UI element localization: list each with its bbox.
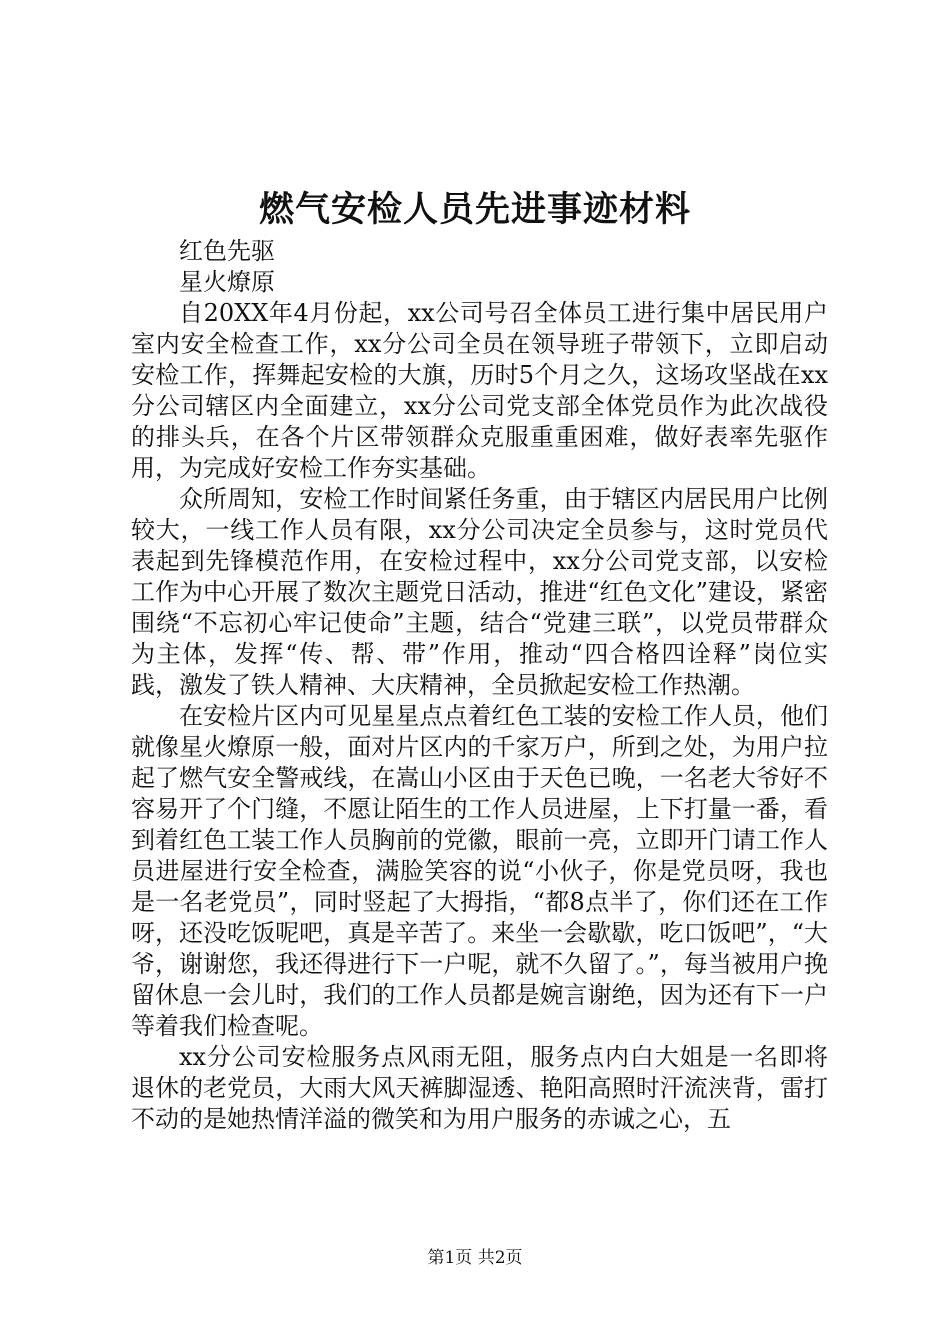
heading-line-1: 红色先驱: [179, 237, 275, 265]
paragraph: 在安检片区内可见星星点点着红色工装的安检工作人员，他们就像星火燎原一般，面对片区内的千家万户，所到之处，为用户拉起了燃气安全警戒线，在嵩山小区由于天色已晚，一名老大爷好不容易开了个门缝，不愿让陌生的工作人员进屋，上下打量一番，看到着红色工装工作人员胸前的党徽，眼前一亮，立即开门请工作人员进屋进行安全检查，满脸笑容的说“小伙子，你是党员呀，我也是一名老党员”，同时竖起了大拇指，“都8点半了，你们还在工作呀，还没吃饭呢吧，真是辛苦了。来坐一会歇歇，吃口饭吧”，“大爷，谢谢您，我还得进行下一户呢，就不久留了。”，每当被用户挽留休息一会儿时，我们的工作人员都是婉言谢绝，因为还有下一户等着我们检查呢。: [131, 702, 828, 1040]
paragraph: 众所周知，安检工作时间紧任务重，由于辖区内居民用户比例较大，一线工作人员有限，xx分公司决定全员参与，这时党员代表起到先锋模范作用，在安检过程中，xx分公司党支部，以安检工作为中心开展了数次主题党日活动，推进“红色文化”建设，紧密围绕“不忘初心牢记使命”主题，结合“党建三联”，以党员带群众为主体，发挥“传、帮、带”作用，推动“四合格四诠释”岗位实践，激发了铁人精神、大庆精神，全员掀起安检工作热潮。: [131, 485, 828, 699]
page-number-footer: 第1页 共2页: [427, 1248, 523, 1268]
paragraph: xx分公司安检服务点风雨无阻，服务点内白大姐是一名即将退休的老党员，大雨大风天裤脚湿透、艳阳高照时汗流浃背，雷打不动的是她热情洋溢的微笑和为用户服务的赤诚之心，五: [131, 1043, 828, 1133]
document-title: 燃气安检人员先进事迹材料: [258, 189, 691, 230]
document-body: [131, 236, 828, 1135]
heading-line-2: 星火燎原: [179, 268, 275, 296]
paragraph: 自20XX年4月份起，xx公司号召全体员工进行集中居民用户室内安全检查工作，xx分公司全员在领导班子带领下，立即启动安检工作，挥舞起安检的大旗，历时5个月之久，这场攻坚战在xx分公司辖区内全面建立，xx分公司党支部全体党员作为此次战役的排头兵，在各个片区带领群众克服重重困难，做好表率先驱作用，为完成好安检工作夯实基础。: [131, 299, 828, 482]
